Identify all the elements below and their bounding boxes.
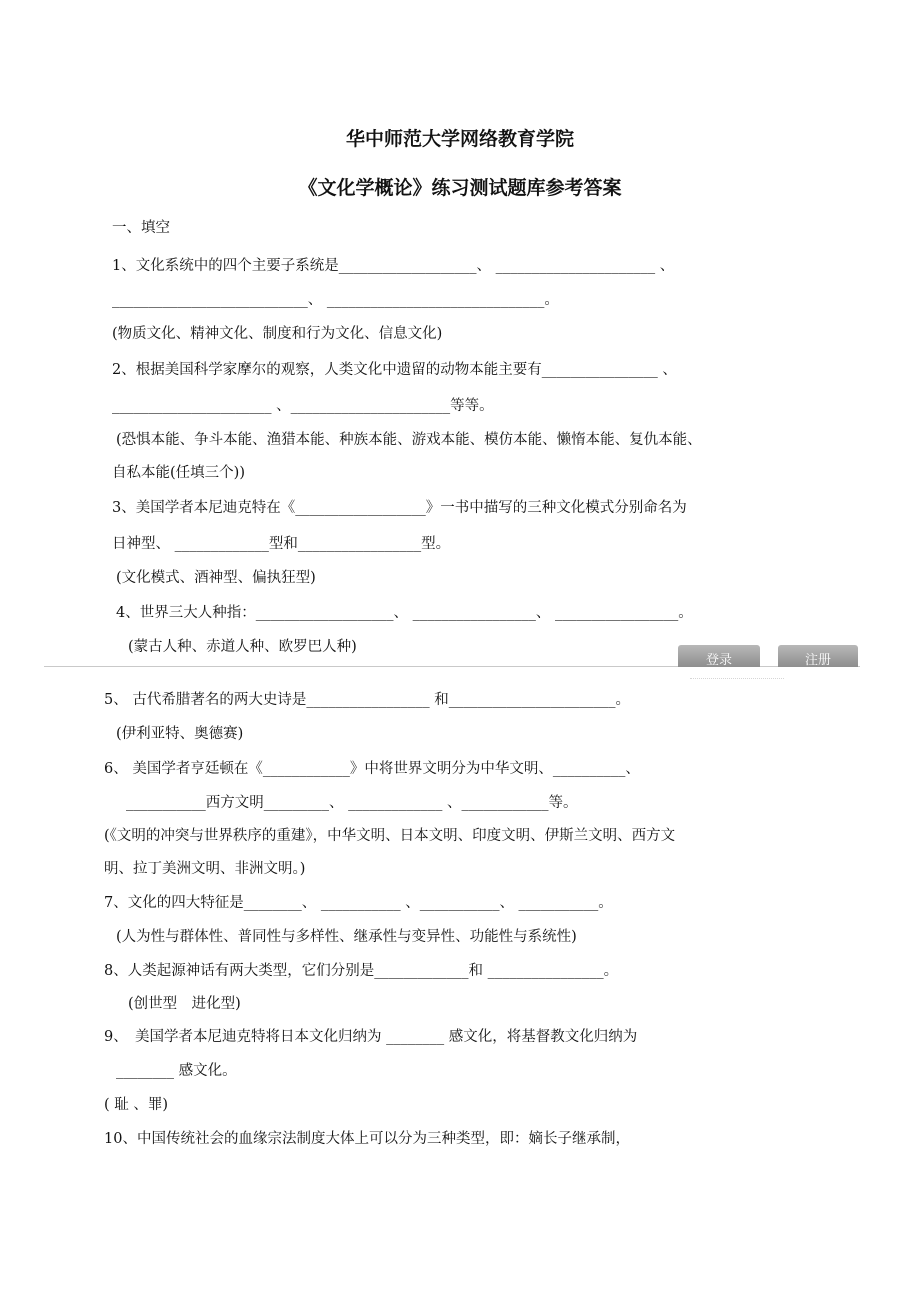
question-9-line-2: ________ 感文化。 (116, 1063, 237, 1079)
page-divider-dotted (690, 678, 784, 679)
question-3-line-1: 3、美国学者本尼迪克特在《__________________》一书中描写的三种文化模式分别命名为 (112, 500, 687, 516)
question-4-line-1: 4、世界三大人种指：___________________、 _________________、 _________________。 (116, 605, 693, 621)
question-6-answer-1: (《文明的冲突与世界秩序的重建》，中华文明、日本文明、印度文明、伊斯兰文明、西方文 (104, 828, 676, 844)
question-8-answer: (创世型 进化型) (128, 996, 241, 1012)
question-4-answer: (蒙古人种、赤道人种、欧罗巴人种) (128, 639, 357, 655)
question-1-line-2: ___________________________、 ______________________________。 (112, 292, 559, 308)
question-2-answer-1: (恐惧本能、争斗本能、渔猎本能、种族本能、游戏本能、模仿本能、懒惰本能、复仇本能、 (116, 432, 702, 448)
question-2-line-1: 2、根据美国科学家摩尔的观察，人类文化中遗留的动物本能主要有________________ 、 (112, 362, 677, 378)
question-3-answer: (文化模式、酒神型、偏执狂型) (116, 570, 316, 586)
question-9-answer: ( 耻 、罪) (104, 1097, 169, 1113)
login-button[interactable]: 登录 (678, 645, 760, 667)
question-6-line-1: 6、 美国学者亨廷顿在《____________》中将世界文明分为中华文明、__________、 (104, 761, 640, 777)
question-6-answer-2: 明、拉丁美洲文明、非洲文明。) (104, 861, 306, 877)
question-7-line-1: 7、文化的四大特征是________、 ___________ 、___________、 ___________。 (104, 895, 613, 911)
question-3-line-2: 日神型、 _____________型和_________________型。 (112, 536, 451, 552)
question-6-line-2: ___________西方文明_________、 _____________ 、____________等。 (126, 795, 578, 811)
page-title-school: 华中师范大学网络教育学院 (345, 128, 574, 150)
question-7-answer: (人为性与群体性、普同性与多样性、继承性与变异性、功能性与系统性) (116, 929, 577, 945)
question-5-answer: (伊利亚特、奥德赛) (116, 726, 244, 742)
question-2-line-2: ______________________ 、______________________等等。 (112, 398, 494, 414)
question-10-line-1: 10、中国传统社会的血缘宗法制度大体上可以分为三种类型，即：嫡长子继承制， (104, 1131, 630, 1147)
page-title-document: 《文化学概论》练习测试题库参考答案 (298, 177, 622, 199)
question-1-answer: (物质文化、精神文化、制度和行为文化、信息文化) (112, 326, 443, 342)
question-2-answer-2: 自私本能(任填三个)) (112, 465, 245, 481)
question-9-line-1: 9、 美国学者本尼迪克特将日本文化归纳为 ________ 感文化，将基督教文化归纳为 (104, 1029, 638, 1045)
question-1-line-1: 1、文化系统中的四个主要子系统是___________________、 ______________________ 、 (112, 258, 675, 274)
question-8-line-1: 8、人类起源神话有两大类型，它们分别是_____________和 ________________。 (104, 963, 619, 979)
question-5-line-1: 5、 古代希腊著名的两大史诗是_________________ 和_______________________。 (104, 692, 630, 708)
register-button[interactable]: 注册 (778, 645, 858, 667)
section-heading: 一、填空 (112, 220, 170, 236)
